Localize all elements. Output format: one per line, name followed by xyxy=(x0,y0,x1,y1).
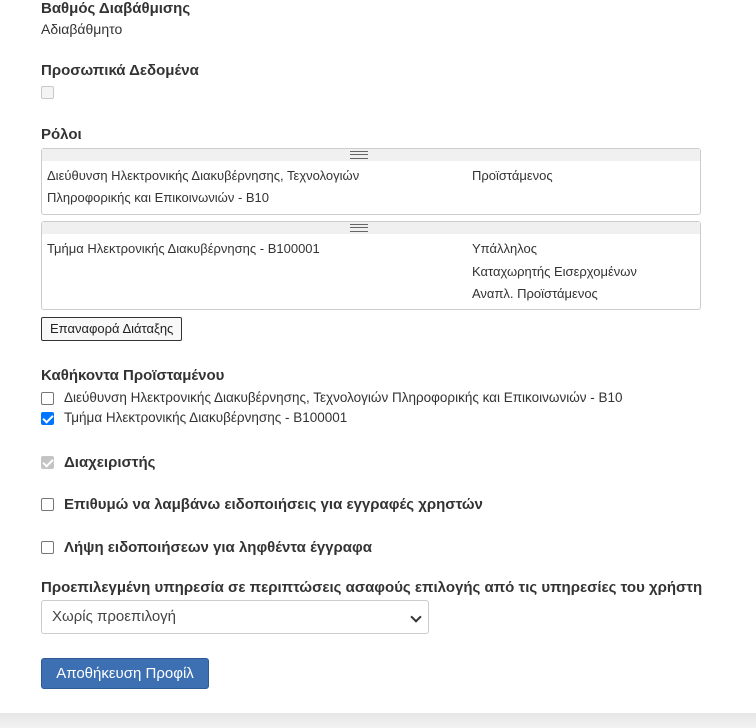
page-footer-shadow xyxy=(0,713,756,728)
notify-registrations-label: Επιθυμώ να λαμβάνω ειδοποιήσεις για εγγραφές χρηστών xyxy=(64,496,483,513)
role-position: Υπάλληλος xyxy=(472,241,537,256)
personal-data-checkbox[interactable] xyxy=(41,86,54,99)
grade-label: Βαθμός Διαβάθμισης xyxy=(41,0,191,17)
notify-documents-checkbox[interactable] xyxy=(41,541,54,554)
role-card[interactable] xyxy=(41,221,701,310)
chevron-down-icon xyxy=(410,611,421,622)
notify-documents-label: Λήψη ειδοποιήσεων για ληφθέντα έγγραφα xyxy=(64,539,372,556)
duty-label: Τμήμα Ηλεκτρονικής Διακυβέρνησης - Β100001 xyxy=(64,410,348,425)
notify-registrations-checkbox[interactable] xyxy=(41,498,54,511)
default-service-select[interactable] xyxy=(41,600,429,634)
role-unit: Τμήμα Ηλεκτρονικής Διακυβέρνησης - Β100001 xyxy=(47,241,320,256)
admin-checkbox xyxy=(41,456,54,469)
drag-handle-icon[interactable] xyxy=(42,222,700,234)
save-profile-button[interactable]: Αποθήκευση Προφίλ xyxy=(41,658,209,689)
reset-layout-button[interactable]: Επαναφορά Διάταξης xyxy=(41,317,182,341)
role-position: Αναπλ. Προϊστάμενος xyxy=(472,286,598,301)
role-position: Προϊστάμενος xyxy=(472,168,553,183)
duties-label: Καθήκοντα Προϊσταμένου xyxy=(41,367,225,384)
duty-checkbox[interactable] xyxy=(41,412,54,425)
default-service-selected: Χωρίς προεπιλογή xyxy=(52,608,177,625)
duty-label: Διεύθυνση Ηλεκτρονικής Διακυβέρνησης, Τεχνολογιών Πληροφορικής και Επικοινωνιών - Β10 xyxy=(64,390,623,405)
admin-label: Διαχειριστής xyxy=(64,454,156,471)
role-card[interactable] xyxy=(41,148,701,215)
drag-handle-icon[interactable] xyxy=(42,149,700,161)
roles-label: Ρόλοι xyxy=(41,126,82,143)
grade-value: Αδιαβάθμητο xyxy=(41,21,123,37)
role-unit: Διεύθυνση Ηλεκτρονικής Διακυβέρνησης, Τεχνολογιών Πληροφορικής και Επικοινωνιών - Β10 xyxy=(47,168,360,205)
personal-data-label: Προσωπικά Δεδομένα xyxy=(41,62,199,79)
role-position: Καταχωρητής Εισερχομένων xyxy=(472,263,637,279)
default-service-label: Προεπιλεγμένη υπηρεσία σε περιπτώσεις ασαφούς επιλογής από τις υπηρεσίες του χρήστη xyxy=(41,579,703,596)
duty-checkbox[interactable] xyxy=(41,392,54,405)
